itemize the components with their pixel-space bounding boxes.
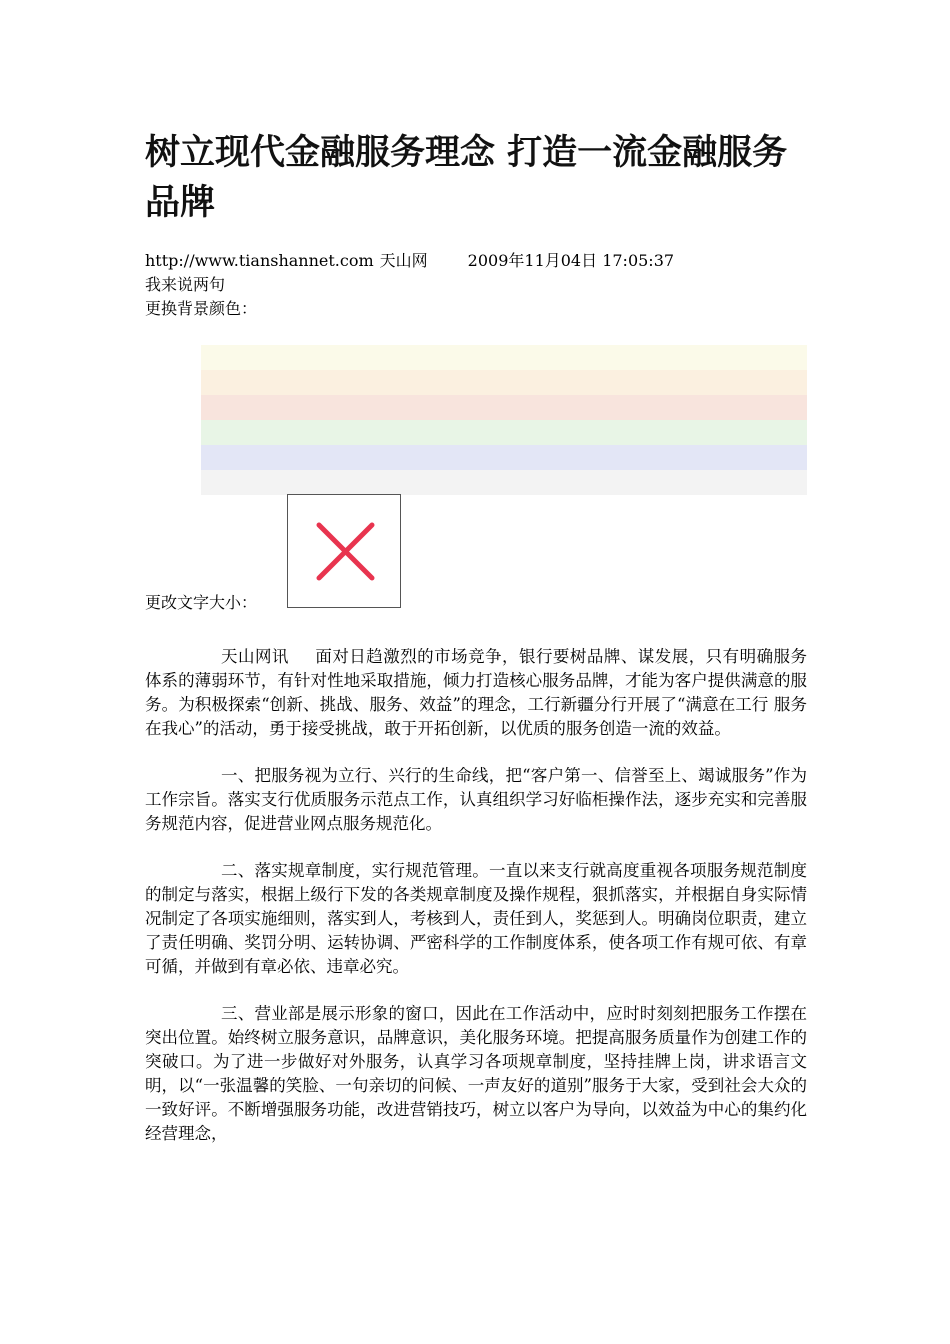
article-paragraph: 二、落实规章制度，实行规范管理。一直以来支行就高度重视各项服务规范制度的制定与落实，根据上级行下发的各类规章制度及操作规程，狠抓落实，并根据自身实际情况制定了各项实施细则，落实到人，考核到人，责任到人，奖惩到人。明确岗位职责，建立了责任明确、奖罚分明、运转协调、严密科学的工作制度体系，使各项工作有规可依、有章可循，并做到有章必依、违章必究。 xyxy=(145,861,807,976)
source-name: 天山网 xyxy=(379,251,428,270)
font-size-image-broken[interactable] xyxy=(287,494,401,608)
bg-color-swatch-4[interactable] xyxy=(201,420,807,445)
red-x-icon xyxy=(288,495,400,607)
bg-color-swatch-1[interactable] xyxy=(201,345,807,370)
bg-color-swatch-5[interactable] xyxy=(201,445,807,470)
bg-color-swatch-2[interactable] xyxy=(201,370,807,395)
bg-color-label: 更换背景颜色： xyxy=(145,299,258,318)
article-body xyxy=(145,645,807,1169)
article-paragraph: 三、营业部是展示形象的窗口，因此在工作活动中，应时时刻刻把服务工作摆在突出位置。始终树立服务意识，品牌意识，美化服务环境。把提高服务质量作为创建工作的突破口。为了进一步做好对外服务，认真学习各项规章制度，坚持挂牌上岗，讲求语言文明，以“一张温馨的笑脸、一句亲切的问候、一声友好的道别”服务于大家，受到社会大众的一致好评。不断增强服务功能，改进营销技巧，树立以客户为导向，以效益为中心的集约化经营理念， xyxy=(145,1004,807,1143)
bg-color-swatch-6[interactable] xyxy=(201,470,807,495)
font-size-label: 更改文字大小： xyxy=(145,593,258,612)
article-title: 树立现代金融服务理念 打造一流金融服务品牌 xyxy=(145,133,788,223)
bg-color-swatches xyxy=(201,345,807,495)
source-url-link[interactable]: http://www.tianshannet.com xyxy=(145,251,374,270)
article-paragraph: 一、把服务视为立行、兴行的生命线，把“客户第一、信誉至上、竭诚服务”作为工作宗旨。落实支行优质服务示范点工作，认真组织学习好临柜操作法，逐步充实和完善服务规范内容，促进营业网点服务规范化。 xyxy=(145,766,807,833)
comment-link[interactable]: 我来说两句 xyxy=(145,275,226,294)
article-meta xyxy=(145,250,674,272)
lead-prefix: 天山网讯 xyxy=(221,647,289,666)
article-paragraph: 天山网讯 面对日趋激烈的市场竞争，银行要树品牌、谋发展，只有明确服务体系的薄弱环节，有针对性地采取措施，倾力打造核心服务品牌，才能为客户提供满意的服务。为积极探索“创新、挑战、服务、效益”的理念，工行新疆分行开展了“满意在工行 服务在我心”的活动，勇于接受挑战，敢于开拓创新，以优质的服务创造一流的效益。 xyxy=(145,647,808,738)
bg-color-swatch-3[interactable] xyxy=(201,395,807,420)
publish-date: 2009年11月04日 17:05:37 xyxy=(467,251,675,270)
